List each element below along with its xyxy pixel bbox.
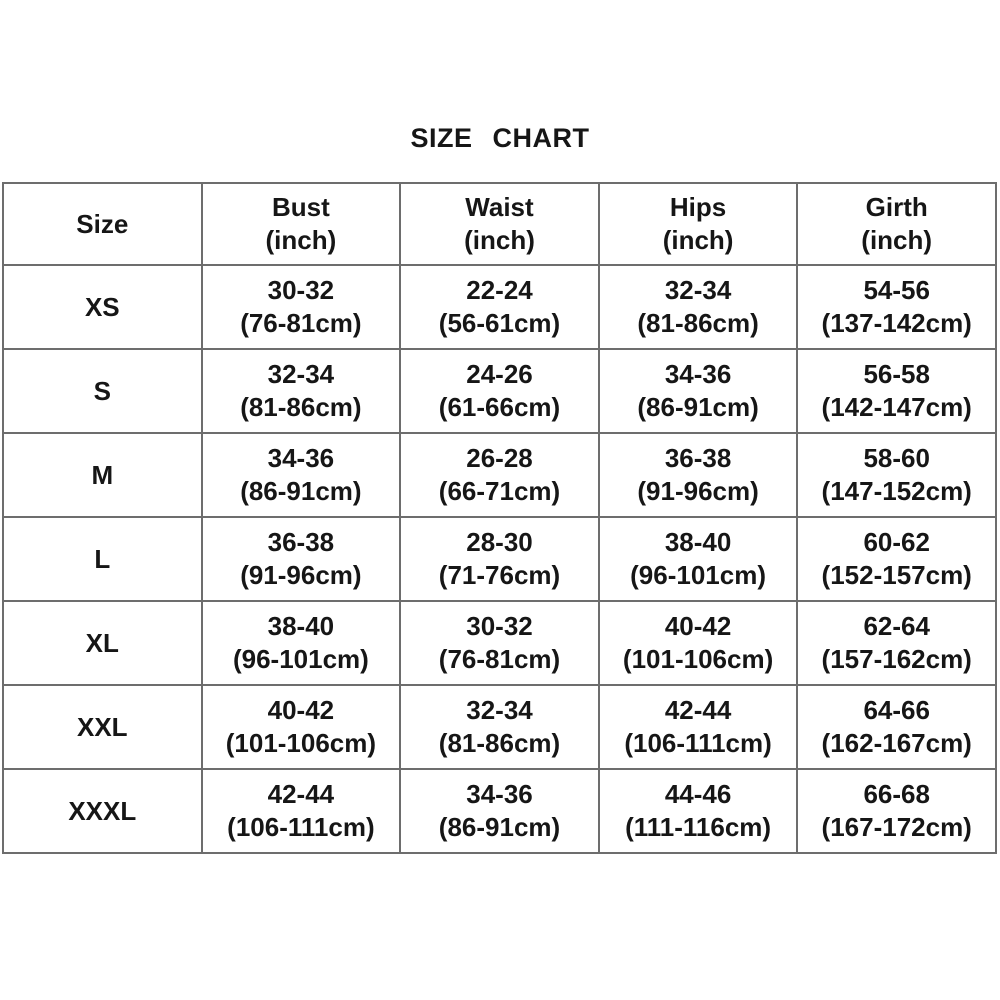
table-row-l	[3, 517, 996, 601]
column-label: Waist	[465, 192, 534, 222]
size-label: M	[3, 433, 202, 517]
cm-range: (66-71cm)	[438, 476, 561, 506]
size-chart-table	[2, 182, 997, 854]
cm-range: (91-96cm)	[240, 560, 362, 590]
cm-range: (86-91cm)	[240, 476, 362, 506]
waist-cell	[400, 601, 599, 685]
column-header-hips	[599, 183, 798, 265]
inch-range: 36-38	[664, 443, 732, 473]
girth-cell	[797, 433, 996, 517]
table-header	[3, 183, 996, 265]
cm-range: (86-91cm)	[438, 812, 561, 842]
inch-range: 56-58	[863, 359, 930, 389]
inch-range: 24-26	[466, 359, 533, 389]
girth-cell	[797, 517, 996, 601]
column-unit: (inch)	[861, 225, 933, 255]
cm-range: (96-101cm)	[232, 644, 369, 674]
inch-range: 66-68	[863, 779, 930, 809]
column-unit: (inch)	[265, 225, 337, 255]
column-header-size	[3, 183, 202, 265]
bust-cell	[202, 433, 401, 517]
inch-range: 40-42	[267, 695, 335, 725]
hips-cell	[599, 685, 798, 769]
hips-cell	[599, 265, 798, 349]
inch-range: 28-30	[466, 527, 533, 557]
inch-range: 26-28	[466, 443, 533, 473]
inch-range: 30-32	[267, 275, 335, 305]
cm-range: (81-86cm)	[438, 728, 561, 758]
size-label: S	[3, 349, 202, 433]
inch-range: 30-32	[466, 611, 533, 641]
inch-range: 60-62	[863, 527, 930, 557]
inch-range: 38-40	[664, 527, 732, 557]
table-row-m	[3, 433, 996, 517]
cm-range: (101-106cm)	[225, 728, 377, 758]
cm-range: (101-106cm)	[622, 644, 774, 674]
waist-cell	[400, 685, 599, 769]
table-row-xs	[3, 265, 996, 349]
cm-range: (76-81cm)	[438, 644, 561, 674]
cm-range: (106-111cm)	[624, 728, 772, 758]
girth-cell	[797, 685, 996, 769]
cm-range: (81-86cm)	[240, 392, 362, 422]
bust-cell	[202, 349, 401, 433]
table-row-xxl	[3, 685, 996, 769]
size-label: XXXL	[3, 769, 202, 853]
bust-cell	[202, 685, 401, 769]
cm-range: (76-81cm)	[240, 308, 362, 338]
cm-range: (157-162cm)	[821, 644, 972, 674]
bust-cell	[202, 517, 401, 601]
table-body	[3, 265, 996, 853]
inch-range: 42-44	[267, 779, 335, 809]
inch-range: 40-42	[664, 611, 732, 641]
hips-cell	[599, 349, 798, 433]
cm-range: (86-91cm)	[637, 392, 759, 422]
size-label: L	[3, 517, 202, 601]
girth-cell	[797, 769, 996, 853]
waist-cell	[400, 517, 599, 601]
table-row-xl	[3, 601, 996, 685]
waist-cell	[400, 265, 599, 349]
hips-cell	[599, 601, 798, 685]
inch-range: 58-60	[863, 443, 930, 473]
hips-cell	[599, 433, 798, 517]
inch-range: 34-36	[267, 443, 335, 473]
inch-range: 42-44	[664, 695, 732, 725]
column-header-waist	[400, 183, 599, 265]
inch-range: 34-36	[466, 779, 533, 809]
waist-cell	[400, 769, 599, 853]
header-row	[3, 183, 996, 265]
cm-range: (147-152cm)	[821, 476, 972, 506]
cm-range: (81-86cm)	[637, 308, 759, 338]
size-label: XL	[3, 601, 202, 685]
cm-range: (152-157cm)	[821, 560, 972, 590]
column-header-girth	[797, 183, 996, 265]
cm-range: (91-96cm)	[637, 476, 759, 506]
cm-range: (106-111cm)	[227, 812, 375, 842]
size-label: XS	[3, 265, 202, 349]
hips-cell	[599, 517, 798, 601]
column-unit: (inch)	[662, 225, 734, 255]
column-label: Bust	[272, 192, 330, 222]
page-title: SIZE CHART	[410, 123, 590, 153]
cm-range: (61-66cm)	[438, 392, 561, 422]
girth-cell	[797, 349, 996, 433]
hips-cell	[599, 769, 798, 853]
cm-range: (137-142cm)	[821, 308, 972, 338]
cm-range: (162-167cm)	[821, 728, 972, 758]
inch-range: 54-56	[863, 275, 930, 305]
column-label: Girth	[865, 192, 928, 222]
cm-range: (142-147cm)	[821, 392, 972, 422]
column-unit: (inch)	[464, 225, 535, 255]
size-label: XXL	[3, 685, 202, 769]
inch-range: 36-38	[267, 527, 335, 557]
cm-range: (111-116cm)	[625, 812, 772, 842]
column-label: Size	[76, 208, 129, 239]
table-row-s	[3, 349, 996, 433]
bust-cell	[202, 769, 401, 853]
inch-range: 62-64	[863, 611, 930, 641]
girth-cell	[797, 601, 996, 685]
inch-range: 44-46	[664, 779, 732, 809]
cm-range: (167-172cm)	[821, 812, 972, 842]
column-label: Hips	[669, 192, 727, 222]
inch-range: 38-40	[267, 611, 335, 641]
table-row-xxxl	[3, 769, 996, 853]
girth-cell	[797, 265, 996, 349]
bust-cell	[202, 601, 401, 685]
inch-range: 32-34	[664, 275, 732, 305]
inch-range: 32-34	[466, 695, 533, 725]
waist-cell	[400, 349, 599, 433]
cm-range: (56-61cm)	[438, 308, 561, 338]
waist-cell	[400, 433, 599, 517]
bust-cell	[202, 265, 401, 349]
inch-range: 64-66	[863, 695, 930, 725]
inch-range: 32-34	[267, 359, 335, 389]
inch-range: 22-24	[466, 275, 533, 305]
cm-range: (96-101cm)	[630, 560, 766, 590]
column-header-bust	[202, 183, 401, 265]
inch-range: 34-36	[664, 359, 732, 389]
cm-range: (71-76cm)	[438, 560, 561, 590]
